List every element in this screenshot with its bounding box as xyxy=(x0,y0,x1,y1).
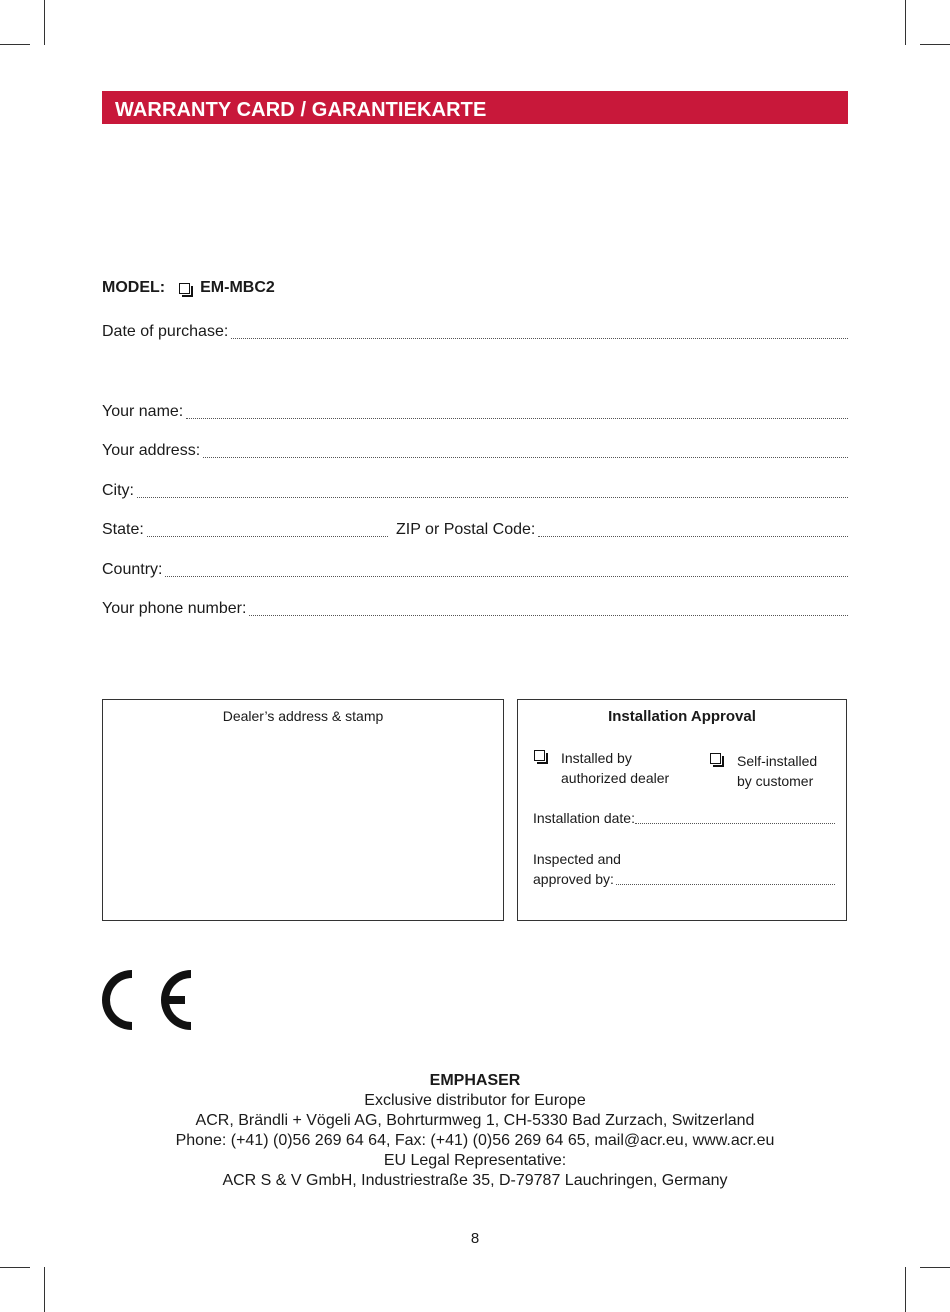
model-label: MODEL: xyxy=(102,279,166,296)
distributor-line: Exclusive distributor for Europe xyxy=(364,1092,586,1109)
state-line[interactable] xyxy=(147,535,388,537)
eu-rep-heading: EU Legal Representative: xyxy=(383,1152,567,1169)
crop-mark xyxy=(905,1267,906,1312)
your-address-label: Your address: xyxy=(102,442,201,459)
eu-rep-address: ACR S & V GmbH, Industriestraße 35, D-79787 Lauchringen, Germany xyxy=(222,1172,728,1189)
zip-label: ZIP or Postal Code: xyxy=(396,521,536,538)
state-label: State: xyxy=(102,521,144,538)
phone-line[interactable] xyxy=(249,614,848,616)
crop-mark xyxy=(44,0,45,45)
zip-field[interactable] xyxy=(396,521,848,539)
date-of-purchase-field[interactable] xyxy=(102,323,848,341)
approved-by-label: approved by: xyxy=(533,871,614,887)
page-number: 8 xyxy=(470,1230,480,1247)
distributor-info xyxy=(0,1071,950,1191)
address-line: ACR, Brändli + Vögeli AG, Bohrturmweg 1, CH-5330 Bad Zurzach, Switzerland xyxy=(195,1112,755,1129)
phone-label: Your phone number: xyxy=(102,600,247,617)
company-name: EMPHASER xyxy=(429,1072,521,1089)
installed-by-dealer-label: Installed by xyxy=(561,750,632,766)
date-of-purchase-label: Date of purchase: xyxy=(102,323,229,340)
phone-field[interactable] xyxy=(102,600,848,618)
city-label: City: xyxy=(102,482,134,499)
approved-by-line[interactable] xyxy=(616,883,835,885)
contact-line: Phone: (+41) (0)56 269 64 64, Fax: (+41) (0)56 269 64 65, mail@acr.eu, www.acr.eu xyxy=(175,1132,775,1149)
crop-mark xyxy=(0,1267,30,1268)
crop-mark xyxy=(920,1267,950,1268)
your-name-line[interactable] xyxy=(186,417,848,419)
country-label: Country: xyxy=(102,561,163,578)
zip-line[interactable] xyxy=(538,535,848,537)
your-address-line[interactable] xyxy=(203,456,848,458)
installation-date-line[interactable] xyxy=(635,822,835,824)
installed-by-dealer-checkbox[interactable] xyxy=(534,750,545,761)
city-field[interactable] xyxy=(102,482,848,500)
crop-mark xyxy=(905,0,906,45)
your-address-field[interactable] xyxy=(102,442,848,460)
dealer-stamp-title: Dealer’s address & stamp xyxy=(222,708,384,724)
installation-date-label: Installation date: xyxy=(533,810,635,826)
date-of-purchase-line[interactable] xyxy=(231,337,848,339)
your-name-label: Your name: xyxy=(102,403,184,420)
country-line[interactable] xyxy=(165,575,848,577)
crop-mark xyxy=(920,44,950,45)
dealer-stamp-box[interactable] xyxy=(102,699,504,921)
crop-mark xyxy=(44,1267,45,1312)
self-installed-label-2: by customer xyxy=(737,773,814,789)
page-title: WARRANTY CARD / GARANTIEKARTE xyxy=(102,91,848,124)
ce-mark-icon xyxy=(100,967,192,1033)
self-installed-checkbox[interactable] xyxy=(710,753,721,764)
model-checkbox[interactable] xyxy=(179,283,190,294)
installed-by-dealer-option[interactable] xyxy=(534,748,694,788)
state-field[interactable] xyxy=(102,521,388,539)
inspected-label: Inspected and xyxy=(533,851,621,867)
installed-by-dealer-label-2: authorized dealer xyxy=(561,770,670,786)
country-field[interactable] xyxy=(102,561,848,579)
installation-date-field[interactable] xyxy=(533,810,835,826)
installation-approval-title: Installation Approval xyxy=(608,708,756,725)
model-row xyxy=(102,279,275,297)
model-option-label: EM-MBC2 xyxy=(200,279,275,296)
city-line[interactable] xyxy=(137,496,848,498)
inspected-approved-field[interactable] xyxy=(533,849,835,889)
crop-mark xyxy=(0,44,30,45)
installation-approval-box xyxy=(517,699,847,921)
your-name-field[interactable] xyxy=(102,403,848,421)
self-installed-option[interactable] xyxy=(710,751,840,791)
self-installed-label: Self-installed xyxy=(737,753,818,769)
